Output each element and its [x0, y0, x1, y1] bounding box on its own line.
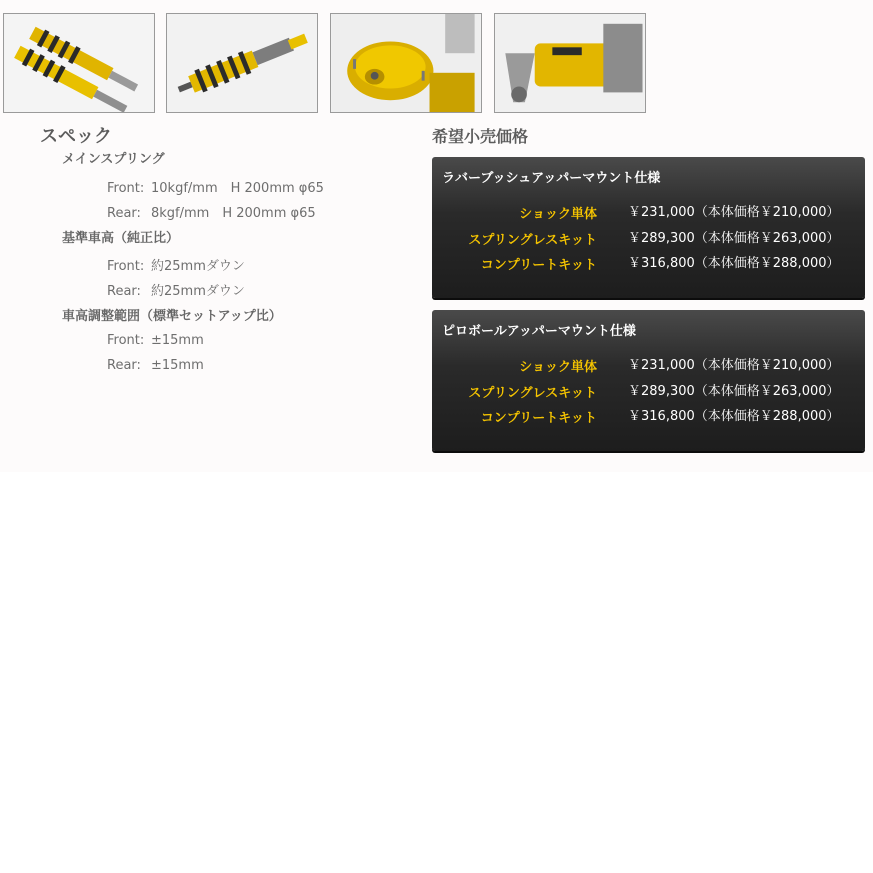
- price-box-rubber-bush: [432, 157, 865, 298]
- spec-row-label: Rear:: [107, 206, 141, 221]
- spec-heading-standard-height: 基準車高（純正比）: [62, 231, 180, 246]
- spec-row-value: 10kgf/mm H 200mm φ65: [151, 181, 324, 196]
- price-row: [432, 379, 865, 399]
- price-item-name: スプリングレスキット: [468, 233, 597, 248]
- spec-row-value: 8kgf/mm H 200mm φ65: [151, 206, 316, 221]
- coilover-side-photo: [167, 14, 317, 112]
- price-box-pillow-ball: [432, 310, 865, 451]
- spec-row: [107, 177, 324, 196]
- spec-row: [107, 255, 245, 274]
- spec-title: スペック: [40, 126, 112, 147]
- price-row: [432, 200, 865, 220]
- price-item-value: ￥289,300（本体価格￥263,000）: [628, 231, 840, 246]
- price-box-title: ピロボールアッパーマウント仕様: [442, 324, 636, 339]
- thumbnail-1[interactable]: [3, 13, 155, 113]
- price-item-name: コンプリートキット: [480, 258, 597, 273]
- spec-row: [107, 358, 204, 373]
- price-row: [432, 353, 865, 373]
- spec-row-label: Rear:: [107, 284, 141, 299]
- price-item-value: ￥289,300（本体価格￥263,000）: [628, 384, 840, 399]
- price-item-name: コンプリートキット: [480, 411, 597, 426]
- spec-row-value: ±15mm: [151, 358, 204, 373]
- coilover-pair-photo: [4, 14, 154, 112]
- spec-heading-main-spring: メインスプリング: [62, 152, 165, 167]
- price-item-name: ショック単体: [519, 207, 597, 222]
- damper-body-photo: [495, 14, 645, 112]
- price-row: [432, 251, 865, 271]
- spec-row: [107, 333, 204, 348]
- spec-heading-height-range: 車高調整範囲（標準セットアップ比）: [62, 309, 282, 324]
- spec-row-value: 約25mmダウン: [151, 284, 245, 299]
- upper-mount-photo: [331, 14, 481, 112]
- price-title: 希望小売価格: [432, 127, 529, 146]
- price-box-title: ラバーブッシュアッパーマウント仕様: [442, 171, 661, 186]
- thumbnail-3[interactable]: [330, 13, 482, 113]
- spec-row-value: 約25mmダウン: [151, 259, 245, 274]
- price-row: [432, 226, 865, 246]
- spec-row-value: ±15mm: [151, 333, 204, 348]
- price-item-name: ショック単体: [519, 360, 597, 375]
- spec-row: [107, 280, 245, 299]
- spec-row-label: Front:: [107, 181, 145, 196]
- spec-row-label: Front:: [107, 259, 145, 274]
- price-item-value: ￥231,000（本体価格￥210,000）: [628, 358, 840, 373]
- spec-row-label: Front:: [107, 333, 145, 348]
- thumbnail-4[interactable]: [494, 13, 646, 113]
- price-item-value: ￥231,000（本体価格￥210,000）: [628, 205, 840, 220]
- price-item-value: ￥316,800（本体価格￥288,000）: [628, 409, 840, 424]
- price-row: [432, 404, 865, 424]
- thumbnail-2[interactable]: [166, 13, 318, 113]
- price-item-name: スプリングレスキット: [468, 386, 597, 401]
- spec-row-label: Rear:: [107, 358, 141, 373]
- spec-row: [107, 202, 316, 221]
- price-item-value: ￥316,800（本体価格￥288,000）: [628, 256, 840, 271]
